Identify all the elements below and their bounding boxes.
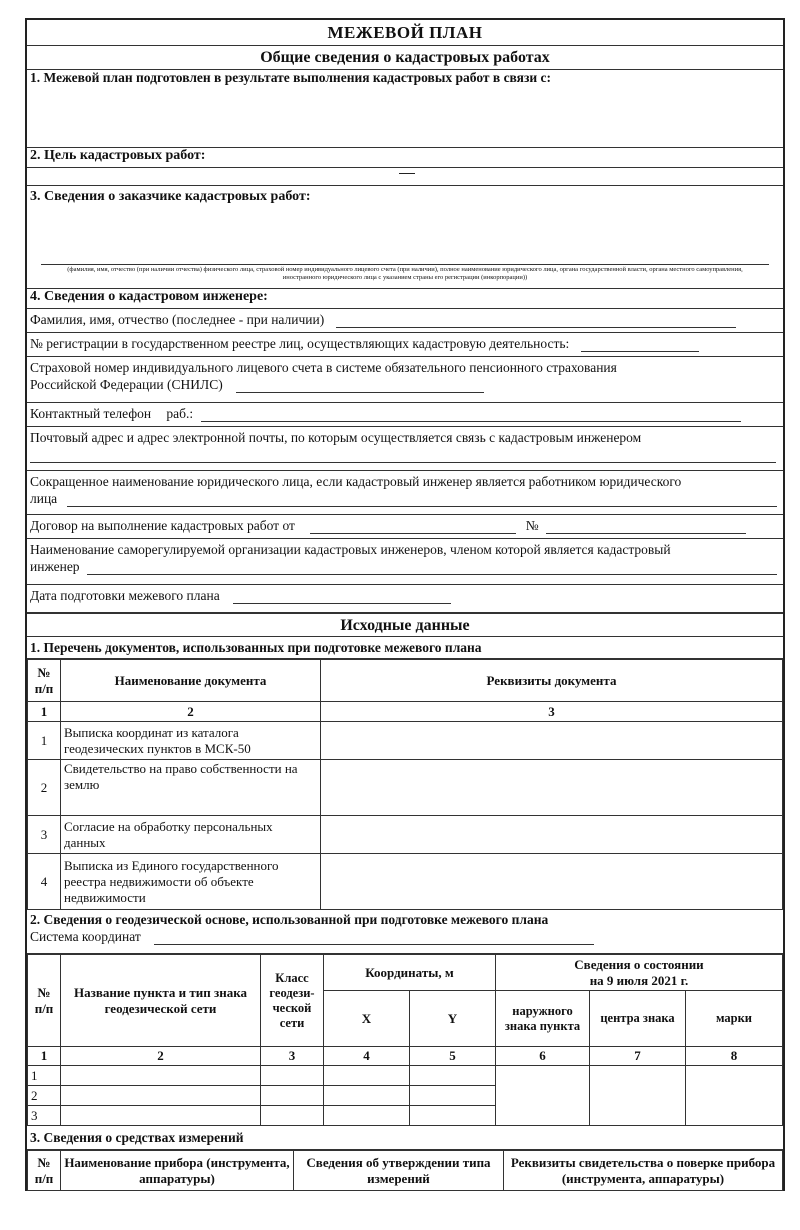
engineer-sro-row <box>27 539 783 585</box>
engineer-legal-label-1: Сокращенное наименование юридического лица, если кадастровый инженер является работником юридического <box>30 474 682 489</box>
section-purpose-value <box>27 168 783 186</box>
geo-header-outer: наружного знака пункта <box>496 991 590 1047</box>
docs-header-name: Наименование документа <box>61 660 321 702</box>
section-engineer <box>27 289 783 309</box>
table-row <box>28 760 783 816</box>
engineer-legal-label-2: лица <box>30 491 58 506</box>
docs-cell-req[interactable] <box>321 722 783 760</box>
geo-table <box>27 954 783 1126</box>
docs-cell-num: 3 <box>28 816 61 854</box>
engineer-snils-label-1: Страховой номер индивидуального лицевого счета в системе обязательного пенсионного страхования <box>30 360 617 375</box>
general-section-title: Общие сведения о кадастровых работах <box>27 46 783 70</box>
geo-cell-num: 2 <box>28 1086 61 1106</box>
docs-colnum: 2 <box>61 702 321 722</box>
engineer-address-field[interactable] <box>30 448 776 463</box>
engineer-address-label: Почтовый адрес и адрес электронной почты, по которым осуществляется связь с кадастровым инженером <box>30 430 642 445</box>
engineer-legal-field[interactable] <box>67 492 777 507</box>
engineer-phone-label: Контактный телефон <box>30 406 152 421</box>
engineer-snils-row <box>27 357 783 403</box>
instr-header-type: Сведения об утверждении типа измерений <box>294 1151 504 1191</box>
section-purpose-label: 2. Цель кадастровых работ: <box>30 148 206 163</box>
section-customer <box>27 186 783 289</box>
instr-section <box>27 1126 783 1150</box>
engineer-address-row <box>27 427 783 471</box>
geo-header-mark: марки <box>686 991 783 1047</box>
geo-cell[interactable] <box>261 1086 324 1106</box>
section-purpose <box>27 148 783 168</box>
purpose-dash <box>399 173 415 174</box>
coord-system-field[interactable] <box>154 930 594 945</box>
geo-section-label: 2. Сведения о геодезической основе, использованной при подготовке межевого плана <box>30 912 549 927</box>
engineer-sro-field[interactable] <box>87 560 777 575</box>
engineer-fio-field[interactable] <box>336 313 736 328</box>
engineer-contract-label: Договор на выполнение кадастровых работ от <box>30 518 295 533</box>
docs-header-num: № п/п <box>28 660 61 702</box>
source-section-title: Исходные данные <box>27 613 783 637</box>
docs-cell-name: Свидетельство на право собственности на землю <box>61 760 321 816</box>
geo-colnum: 8 <box>686 1047 783 1066</box>
instr-header-num: № п/п <box>28 1151 61 1191</box>
engineer-reg-field[interactable] <box>581 337 699 352</box>
engineer-contract-no-label: № <box>525 518 539 533</box>
docs-section-label: 1. Перечень документов, использованных при подготовке межевого плана <box>30 640 482 655</box>
geo-header-y: Y <box>410 991 496 1047</box>
geo-header-center: центра знака <box>590 991 686 1047</box>
customer-note: (фамилия, имя, отчество (при наличии отчества) физического лица, страховой номер индивидуального лицевого счета (при наличии), полное наименование юридического лица, органа государственной власти, органа местного самоуправления, иностранного юридического лица с указанием страны его регистрации (инкорпорации)) <box>67 266 743 281</box>
geo-section <box>27 910 783 954</box>
docs-cell-num: 4 <box>28 854 61 910</box>
geo-header-state <box>496 955 783 991</box>
geo-colnum: 7 <box>590 1047 686 1066</box>
engineer-fio-label: Фамилия, имя, отчество (последнее - при наличии) <box>30 312 325 327</box>
geo-header-class: Класс геодези-ческой сети <box>261 955 324 1047</box>
geo-cell[interactable] <box>410 1066 496 1086</box>
geo-cell[interactable] <box>61 1066 261 1086</box>
geo-colnum: 3 <box>261 1047 324 1066</box>
engineer-phone-row <box>27 403 783 427</box>
geo-colnum: 4 <box>324 1047 410 1066</box>
docs-cell-name: Согласие на обработку персональных данных <box>61 816 321 854</box>
docs-cell-req[interactable] <box>321 854 783 910</box>
instr-header-name: Наименование прибора (инструмента, аппаратуры) <box>61 1151 294 1191</box>
geo-cell-num: 3 <box>28 1106 61 1126</box>
table-row <box>28 816 783 854</box>
geo-cell[interactable] <box>324 1106 410 1126</box>
docs-cell-num: 1 <box>28 722 61 760</box>
engineer-contract-row <box>27 515 783 539</box>
geo-cell[interactable] <box>590 1066 686 1126</box>
engineer-sro-label-2: инженер <box>30 559 80 574</box>
engineer-sro-label-1: Наименование саморегулируемой организации кадастровых инженеров, членом которой является кадастровый <box>30 542 671 557</box>
engineer-date-field[interactable] <box>233 589 451 604</box>
page-title: МЕЖЕВОЙ ПЛАН <box>27 20 783 46</box>
engineer-contract-date-field[interactable] <box>310 519 516 534</box>
geo-header-num: № п/п <box>28 955 61 1047</box>
geo-header-state-line2: на 9 июля 2021 г. <box>589 972 689 988</box>
geo-colnum: 6 <box>496 1047 590 1066</box>
geo-colnum: 1 <box>28 1047 61 1066</box>
section-reason-label: 1. Межевой план подготовлен в результате выполнения кадастровых работ в связи с: <box>30 70 552 85</box>
engineer-phone-field[interactable] <box>201 407 741 422</box>
geo-cell[interactable] <box>61 1086 261 1106</box>
geo-cell[interactable] <box>410 1086 496 1106</box>
geo-cell[interactable] <box>496 1066 590 1126</box>
instr-section-label: 3. Сведения о средствах измерений <box>30 1130 244 1145</box>
engineer-phone-work-label: раб.: <box>166 406 194 421</box>
geo-cell[interactable] <box>61 1106 261 1126</box>
engineer-contract-no-field[interactable] <box>546 519 746 534</box>
geo-cell-num: 1 <box>28 1066 61 1086</box>
engineer-snils-field[interactable] <box>236 378 484 393</box>
engineer-snils-label-2: Российской Федерации (СНИЛС) <box>30 377 223 392</box>
engineer-reg-label: № регистрации в государственном реестре лиц, осуществляющих кадастровую деятельность: <box>30 336 570 351</box>
geo-header-coords: Координаты, м <box>324 955 496 991</box>
geo-header-name: Название пункта и тип знака геодезической сети <box>61 955 261 1047</box>
docs-cell-req[interactable] <box>321 816 783 854</box>
geo-colnum: 2 <box>61 1047 261 1066</box>
engineer-date-row <box>27 585 783 613</box>
section-engineer-label: 4. Сведения о кадастровом инженере: <box>30 289 268 304</box>
docs-section <box>27 637 783 659</box>
table-row <box>28 854 783 910</box>
geo-cell[interactable] <box>686 1066 783 1126</box>
engineer-date-label: Дата подготовки межевого плана <box>30 588 220 603</box>
section-customer-label: 3. Сведения о заказчике кадастровых работ: <box>30 189 311 204</box>
docs-colnum: 3 <box>321 702 783 722</box>
docs-header-req: Реквизиты документа <box>321 660 783 702</box>
geo-cell[interactable] <box>324 1086 410 1106</box>
docs-cell-name: Выписка координат из каталога геодезических пунктов в МСК-50 <box>61 722 321 760</box>
boundary-plan-form <box>25 18 785 1191</box>
coord-system-label: Система координат <box>30 929 141 944</box>
docs-cell-name: Выписка из Единого государственного реестра недвижимости об объекте недвижимости <box>61 854 321 910</box>
docs-colnum: 1 <box>28 702 61 722</box>
geo-cell[interactable] <box>261 1066 324 1086</box>
customer-line <box>41 264 769 265</box>
section-reason <box>27 70 783 148</box>
geo-cell[interactable] <box>324 1066 410 1086</box>
table-row <box>28 722 783 760</box>
table-row <box>28 1066 783 1086</box>
engineer-legal-row <box>27 471 783 515</box>
docs-cell-req[interactable] <box>321 760 783 816</box>
geo-header-state-line1: Сведения о состоянии <box>574 956 704 972</box>
docs-table <box>27 659 783 910</box>
engineer-reg-row <box>27 333 783 357</box>
instr-table <box>27 1150 783 1191</box>
engineer-fio-row <box>27 309 783 333</box>
geo-colnum: 5 <box>410 1047 496 1066</box>
geo-header-x: X <box>324 991 410 1047</box>
instr-header-cert: Реквизиты свидетельства о поверке прибора (инструмента, аппаратуры) <box>504 1151 783 1191</box>
geo-cell[interactable] <box>261 1106 324 1126</box>
geo-cell[interactable] <box>410 1106 496 1126</box>
docs-cell-num: 2 <box>28 760 61 816</box>
